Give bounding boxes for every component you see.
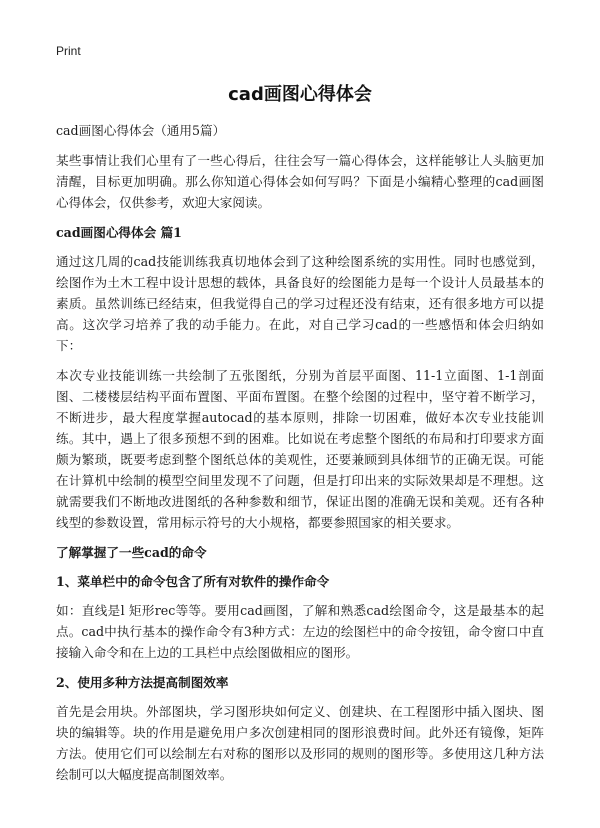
section1-paragraph-2: 本次专业技能训练一共绘制了五张图纸，分别为首层平面图、11-1立面图、1-1剖面图、二楼楼层结构平面布置图、平面布置图。在整个绘图的过程中，坚守着不断学习，不断进步，最大程度掌握autocad的基本原则，排除一切困难，做好本次专业技能训练。其中，遇上了很多预想不到的困难。比如说在考虑整个图纸的布局和打印要求方面颇为繁琐，既要考虑到整个图纸总体的美观性，还要兼顾到具体细节的正确无误。可能在计算机中绘制的模型空间里发现不了问题，但是打印出来的实际效果却是不理想。这就需要我们不断地改进图纸的各种参数和细节，保证出图的准确无误和美观。还有各种线型的参数设置，常用标示符号的大小规格，都要参照国家的相关要求。 bbox=[56, 368, 544, 530]
menu-commands-paragraph: 如：直线是l 矩形rec等等。要用cad画图，了解和熟悉cad绘图命令，这是最基本的起点。cad中执行基本的操作命令有3种方式：左边的绘图栏中的命令按钮，命令窗口中直接输入命令和在上边的工具栏中点绘图做相应的图形。 bbox=[56, 603, 544, 660]
efficiency-methods-heading: 2、使用多种方法提高制图效率 bbox=[56, 675, 229, 690]
learn-commands-heading: 了解掌握了一些cad的命令 bbox=[56, 545, 207, 560]
section1-paragraph-1: 通过这几周的cad技能训练我真切地体会到了这种绘图系统的实用性。同时也感觉到，绘图作为土木工程中设计思想的载体，具备良好的绘图能力是每一个设计人员最基本的素质。虽然训练已经结束，但我觉得自己的学习过程还没有结束，还有很多地方可以提高。这次学习培养了我的动手能力。在此，对自己学习cad的一些感悟和体会归纳如下： bbox=[56, 254, 544, 353]
intro-paragraph: 某些事情让我们心里有了一些心得后，往往会写一篇心得体会，这样能够让人头脑更加清醒，目标更加明确。那么你知道心得体会如何写吗？下面是小编精心整理的cad画图心得体会，仅供参考，欢迎大家阅读。 bbox=[56, 153, 544, 210]
section1-heading: cad画图心得体会 篇1 bbox=[56, 225, 182, 240]
document-subtitle: cad画图心得体会（通用5篇） bbox=[56, 123, 226, 138]
efficiency-methods-paragraph: 首先是会用块。外部图块，学习图形块如何定义、创建块、在工程图形中插入图块、图块的编辑等。块的作用是避免用户多次创建相同的图形浪费时间。此外还有镜像，矩阵方法。使用它们可以绘制左右对称的图形以及形同的规则的图形等。多使用这几种方法绘制可以大幅度提高制图效率。 bbox=[56, 704, 544, 782]
menu-commands-heading: 1、菜单栏中的命令包含了所有对软件的操作命令 bbox=[56, 574, 330, 589]
print-label: Print bbox=[56, 44, 81, 58]
document-title: cad画图心得体会 bbox=[228, 84, 372, 105]
document-body bbox=[56, 120, 544, 794]
